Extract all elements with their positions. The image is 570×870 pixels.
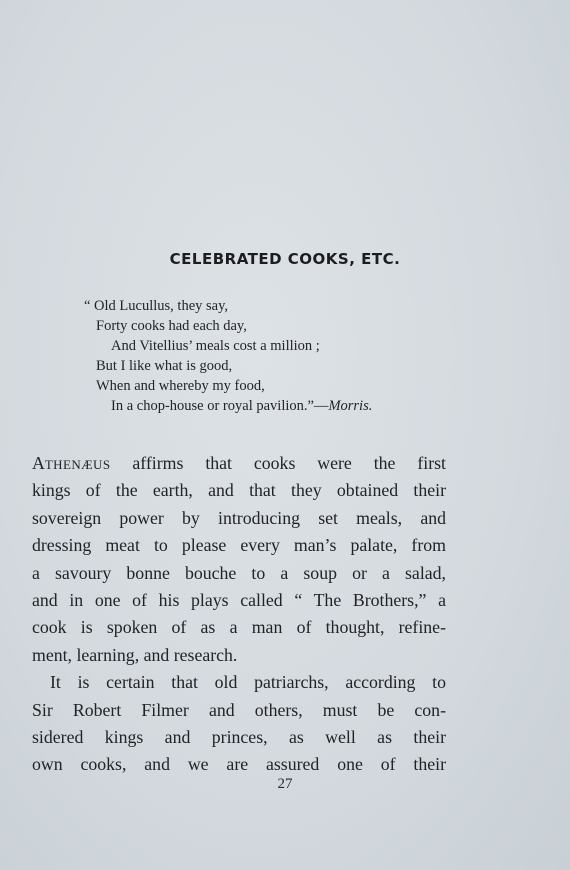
poem-line-4: But I like what is good, — [96, 358, 233, 374]
small-caps-word: THENÆUS — [44, 457, 111, 472]
body-line-7: cook is spoken of as a man of thought, refine- — [32, 617, 446, 638]
body-line-8: ment, learning, and research. — [32, 644, 238, 665]
poem-line-5: When and whereby my food, — [96, 378, 265, 394]
body-line-3: sovereign power by introducing set meals, and — [32, 507, 446, 528]
body-paragraphs — [32, 450, 446, 779]
poem-line-3: And Vitellius’ meals cost a million ; — [111, 338, 320, 354]
body-line-9: It is certain that old patriarchs, according to — [50, 672, 446, 693]
body-line-11: sidered kings and princes, as well as their — [32, 726, 446, 747]
body-line-1-text: affirms that cooks were the first — [110, 453, 446, 473]
body-line-4: dressing meat to please every man’s palate, from — [32, 535, 446, 556]
poem-line-6-text: In a chop-house or royal pavilion.”— — [111, 398, 329, 414]
drop-initial: A — [32, 453, 45, 473]
body-line-12: own cooks, and we are assured one of their — [32, 754, 446, 775]
body-line-1 — [32, 450, 446, 477]
poem-line-2: Forty cooks had each day, — [96, 318, 247, 334]
body-line-10: Sir Robert Filmer and others, must be con- — [32, 699, 446, 720]
page-number: 27 — [277, 776, 293, 792]
body-line-5: a savoury bonne bouche to a soup or a salad, — [32, 562, 446, 583]
poem-line-6 — [111, 397, 372, 416]
body-line-6: and in one of his plays called “ The Brothers,” a — [32, 589, 446, 610]
chapter-heading: CELEBRATED COOKS, ETC. — [169, 250, 401, 268]
body-line-2: kings of the earth, and that they obtained their — [32, 480, 446, 501]
poem-line-1: “ Old Lucullus, they say, — [84, 298, 229, 314]
poem-attribution: Morris. — [328, 398, 373, 414]
